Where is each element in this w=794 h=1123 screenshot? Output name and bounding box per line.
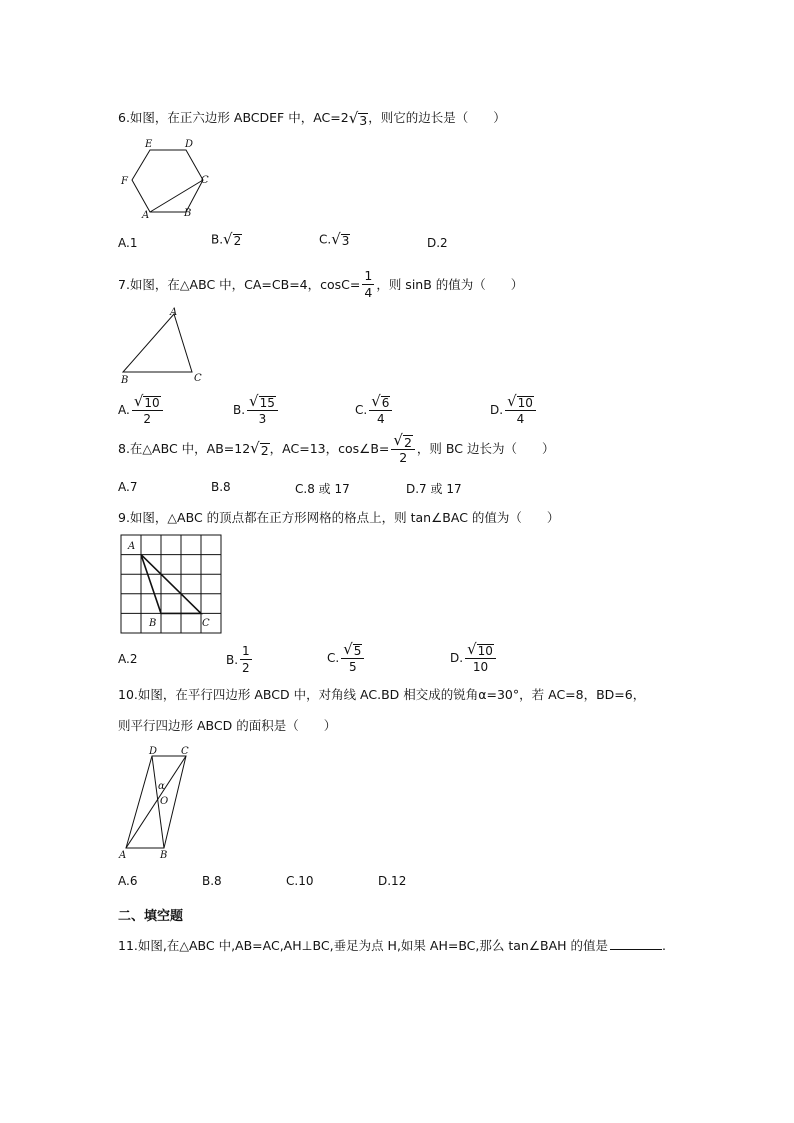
label-E: E bbox=[145, 139, 153, 150]
q8-option-a[interactable]: A.7 bbox=[118, 480, 138, 494]
q9-option-c[interactable]: C. √ 5 5 bbox=[327, 641, 366, 675]
q7-text: 7.如图，在△ABC 中，CA=CB=4，cosC= bbox=[118, 276, 361, 292]
q6-option-d[interactable]: D.2 bbox=[427, 236, 448, 250]
question-9: 9.如图，△ABC 的顶点都在正方形网格的格点上，则 tan∠BAC 的值为（ ） bbox=[118, 510, 560, 525]
q8-option-c[interactable]: C.8 或 17 bbox=[295, 482, 350, 496]
label-D: D bbox=[149, 746, 158, 757]
label-C: C bbox=[202, 618, 210, 629]
hexagon-figure bbox=[115, 136, 215, 222]
q9-option-a[interactable]: A.2 bbox=[118, 652, 138, 666]
q11-answer-blank[interactable] bbox=[610, 949, 662, 950]
q8-fraction: √ 2 2 bbox=[391, 432, 415, 466]
q8-option-b[interactable]: B.8 bbox=[211, 480, 231, 494]
label-B: B bbox=[184, 208, 192, 219]
label-D: D bbox=[185, 139, 194, 150]
q9-option-d[interactable]: D. √ 10 10 bbox=[450, 641, 498, 675]
q10-option-d[interactable]: D.12 bbox=[378, 874, 407, 888]
q8-text-end: ，则 BC 边长为（ ） bbox=[416, 440, 555, 456]
label-A: A bbox=[170, 307, 178, 318]
q8-text: 8.在△ABC 中，AB=12 bbox=[118, 440, 251, 456]
label-O: O bbox=[160, 796, 169, 807]
label-A: A bbox=[128, 541, 136, 552]
q7-option-c[interactable]: C. √ 6 4 bbox=[355, 393, 394, 427]
q7-text-end: ，则 sinB 的值为（ ） bbox=[376, 276, 524, 292]
label-C: C bbox=[201, 175, 209, 186]
question-6 bbox=[118, 110, 506, 127]
label-C: C bbox=[181, 746, 189, 757]
q7-option-b[interactable]: B. √ 15 3 bbox=[233, 393, 280, 427]
parallelogram-figure-q10 bbox=[116, 742, 200, 860]
label-F: F bbox=[121, 176, 128, 187]
q6-text-end: ，则它的边长是（ ） bbox=[368, 110, 506, 125]
q6-option-a[interactable]: A.1 bbox=[118, 236, 138, 250]
q6-sqrt: √ 3 bbox=[348, 108, 368, 128]
q6-text: 6.如图，在正六边形 ABCDEF 中，AC=2 bbox=[118, 110, 349, 125]
q8-option-d[interactable]: D.7 或 17 bbox=[406, 482, 462, 496]
section-heading: 二、填空题 bbox=[118, 909, 184, 924]
label-C: C bbox=[194, 373, 202, 384]
label-B: B bbox=[121, 375, 129, 386]
question-7 bbox=[118, 268, 523, 301]
q11-text: 11.如图,在△ABC 中,AB=AC,AH⊥BC,垂足为点 H,如果 AH=BC,那么 tan∠BAH 的值是 bbox=[118, 938, 609, 953]
label-B: B bbox=[149, 618, 157, 629]
q7-fraction: $\frac{1}{4}$ bbox=[364, 268, 373, 300]
question-11: 11.如图,在△ABC 中,AB=AC,AH⊥BC,垂足为点 H,如果 AH=BC,那么 tan∠BAH 的值是 . bbox=[118, 938, 667, 953]
label-B: B bbox=[160, 850, 168, 860]
q7-option-a[interactable]: A. √ 10 2 bbox=[118, 393, 165, 427]
grid-figure-q9 bbox=[118, 532, 224, 636]
q10-option-a[interactable]: A.6 bbox=[118, 874, 138, 888]
q10-option-c[interactable]: C.10 bbox=[286, 874, 314, 888]
q7-option-d[interactable]: D. √ 10 4 bbox=[490, 393, 538, 427]
label-A: A bbox=[119, 850, 127, 860]
q10-option-b[interactable]: B.8 bbox=[202, 874, 222, 888]
label-A: A bbox=[142, 210, 150, 221]
label-alpha: α bbox=[158, 781, 165, 792]
question-10-line2: 则平行四边形 ABCD 的面积是（ ） bbox=[118, 718, 337, 733]
q6-option-b[interactable]: B. √ 2 bbox=[211, 230, 242, 248]
q9-option-b[interactable]: B. $\frac{1}{2}$ bbox=[226, 644, 250, 675]
question-10-line1: 10.如图，在平行四边形 ABCD 中，对角线 AC.BD 相交成的锐角α=30°，若 AC=8，BD=6， bbox=[118, 687, 646, 702]
triangle-figure-q7 bbox=[118, 306, 208, 386]
question-8: 8.在△ABC 中，AB=12 √ 2 ，AC=13，cos∠B= √ 2 2 ，则 BC 边长为（ ） bbox=[118, 430, 555, 465]
q6-option-c[interactable]: C. √ 3 bbox=[319, 230, 350, 248]
